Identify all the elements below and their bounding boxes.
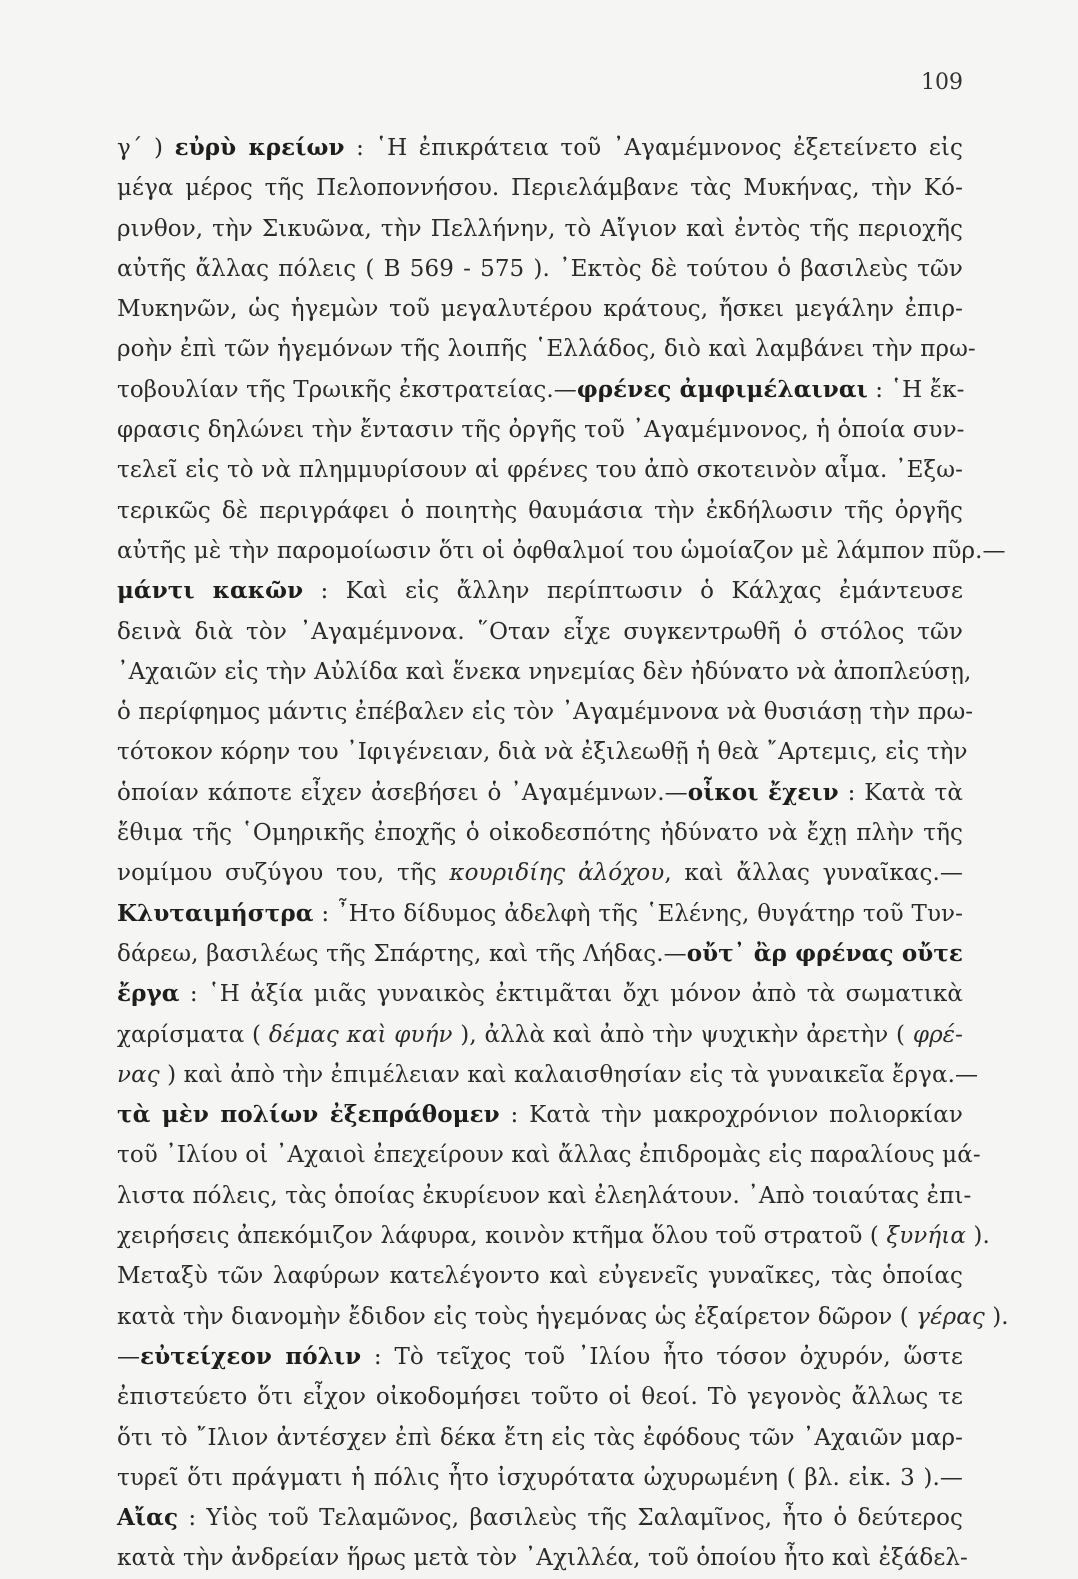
text-segment: δάρεω, βασιλέως τῆς Σπάρτης, καὶ τῆς Λήδας.— (117, 940, 687, 967)
text-line (117, 692, 974, 732)
text-segment: : ῾Η ἀξία μιᾶς γυναικὸς ἐκτιμᾶται ὄχι μόνον ἀπὸ τὰ σωματικὰ (179, 981, 963, 1008)
text-line (117, 128, 963, 168)
text-segment: : ῾Η ἐπικράτεια τοῦ ᾿Αγαμέμνονος ἐξετείνετο εἰς (344, 135, 963, 161)
text-line (117, 1176, 972, 1216)
text-segment: νομίμου συζύγου του, τῆς (117, 860, 450, 887)
text-segment: αὐτῆς ἄλλας πόλεις ( Β 569 - 575 ). ᾿Εκτὸς δὲ τούτου ὁ βασιλεὺς τῶν (117, 255, 963, 282)
lemma-term: οὔτ᾽ ἂρ φρένας οὔτε (686, 939, 963, 967)
text-segment: ). (984, 1303, 1009, 1330)
text-line (117, 1015, 963, 1055)
text-segment: δεινὰ διὰ τὸν ᾿Αγαμέμνονα. ῞Οταν εἶχε συγκεντρωθῆ ὁ στόλος τῶν (117, 618, 963, 645)
text-segment: λιστα πόλεις, τὰς ὁποίας ἐκυρίευον καὶ ἐλεηλάτουν. ᾿Απὸ τοιαύτας ἐπι- (117, 1182, 972, 1209)
text-segment: ὁποίαν κάποτε εἶχεν ἀσεβήσει ὁ ᾿Αγαμέμνων.— (117, 779, 688, 806)
text-segment: ). (965, 1223, 990, 1250)
text-line (117, 934, 963, 974)
text-line (117, 450, 963, 490)
text-segment: ἔθιμα τῆς ῾Ομηρικῆς ἐποχῆς ὁ οἰκοδεσπότης ἠδύνατο νὰ ἔχῃ πλὴν τῆς (117, 820, 963, 847)
text-line (117, 209, 963, 249)
text-segment: : ῏Ητο δίδυμος ἀδελφὴ τῆς ῾Ελένης, θυγάτηρ τοῦ Τυν- (313, 900, 963, 927)
text-segment: : Καὶ εἰς ἄλλην περίπτωσιν ὁ Κάλχας ἐμάντευσε (303, 578, 963, 605)
quoted-phrase: γέρας (916, 1303, 985, 1330)
text-segment: Μυκηνῶν, ὡς ἡγεμὼν τοῦ μεγαλυτέρου κράτους, ἤσκει μεγάλην ἐπιρ- (117, 296, 963, 323)
text-segment: : Τὸ τεῖχος τοῦ ᾿Ιλίου ἦτο τόσον ὀχυρόν, ὥστε (361, 1343, 963, 1370)
text-line (117, 1377, 963, 1417)
quoted-phrase: νας (117, 1061, 160, 1088)
text-line (117, 1216, 990, 1256)
text-segment: : ῾Η ἔκ- (867, 376, 965, 403)
text-line (117, 974, 963, 1014)
text-segment: φρασις δηλώνει τὴν ἔντασιν τῆς ὀργῆς τοῦ ᾿Αγαμέμνονος, ἡ ὁποία συν- (117, 417, 965, 444)
text-segment: τερικῶς δὲ περιγράφει ὁ ποιητὴς θαυμάσια τὴν ἐκδήλωσιν τῆς ὀργῆς (117, 497, 963, 524)
text-segment: χαρίσματα ( (117, 1021, 269, 1048)
text-line (117, 1538, 968, 1578)
lemma-term: εὐρὺ κρείων (174, 134, 345, 161)
text-line (117, 370, 963, 410)
text-line (117, 1458, 963, 1498)
text-line (117, 652, 972, 692)
lemma-term: ἔργα (117, 980, 180, 1008)
text-line (117, 1337, 963, 1377)
lemma-term: τὰ μὲν πολίων ἐξεπράθομεν (117, 1101, 500, 1129)
text-segment: ), ἀλλὰ καὶ ἀπὸ τὴν ψυχικὴν ἀρετὴν ( (452, 1021, 913, 1048)
text-line (117, 1498, 963, 1538)
text-line (117, 894, 963, 934)
text-segment: τοβουλίαν τῆς Τρωικῆς ἐκστρατείας.— (117, 376, 577, 403)
text-segment: τελεῖ εἰς τὸ νὰ πλημμυρίσουν αἱ φρένες του ἀπὸ σκοτεινὸν αἷμα. ᾿Εξω- (117, 457, 963, 484)
text-line (117, 168, 963, 208)
page-number: 109 (921, 70, 963, 95)
text-segment: ὅτι τὸ ῎Ιλιον ἀντέσχεν ἐπὶ δέκα ἔτη εἰς τὰς ἐφόδους τῶν ᾿Αχαιῶν μαρ- (117, 1424, 963, 1451)
text-segment: ) καὶ ἀπὸ τὴν ἐπιμέλειαν καὶ καλαισθησίαν εἰς τὰ γυναικεῖα ἔργα.— (159, 1061, 979, 1088)
text-line (117, 813, 963, 853)
text-segment: : Κατὰ τὰ (838, 779, 963, 806)
text-segment: τοῦ ᾿Ιλίου οἱ ᾿Αχαιοὶ ἐπεχείρουν καὶ ἄλλας ἐπιδρομὰς εἰς παραλίους μά- (117, 1142, 981, 1169)
quoted-phrase: κουριδίης ἀλόχου (449, 860, 665, 887)
text-line (117, 612, 963, 652)
text-segment: αὐτῆς μὲ τὴν παρομοίωσιν ὅτι οἱ ὀφθαλμοί του ὡμοίαζον μὲ λάμπον πῦρ.— (117, 537, 1006, 564)
text-segment: , καὶ ἄλλας γυναῖκας.— (664, 860, 963, 887)
text-segment: γ΄ ) (117, 135, 175, 161)
quoted-phrase: φρέ- (912, 1021, 963, 1048)
text-segment: κατὰ τὴν ἀνδρείαν ἥρως μετὰ τὸν ᾿Αχιλλέα, τοῦ ὁποίου ἦτο καὶ ἐξάδελ- (117, 1545, 968, 1572)
text-segment: ᾿Αχαιῶν εἰς τὴν Αὐλίδα καὶ ἕνεκα νηνεμίας δὲν ἠδύνατο νὰ ἀποπλεύσῃ, (117, 658, 972, 685)
text-line (117, 773, 963, 813)
text-line (117, 491, 963, 531)
text-segment: χειρήσεις ἀπεκόμιζον λάφυρα, κοινὸν κτῆμα ὅλου τοῦ στρατοῦ ( (117, 1223, 887, 1250)
lemma-term: εὐτείχεον πόλιν (140, 1342, 362, 1370)
text-line (117, 1055, 979, 1095)
text-segment: μέγα μέρος τῆς Πελοποννήσου. Περιελάμβανε τὰς Μυκήνας, τὴν Κό- (117, 175, 963, 202)
text-line (117, 732, 968, 772)
lemma-term: φρένες ἀμφιμέλαιναι (576, 375, 868, 403)
quoted-phrase: ξυνήια (886, 1223, 966, 1250)
text-line (117, 329, 976, 369)
text-line (117, 1135, 981, 1175)
text-segment: Μεταξὺ τῶν λαφύρων κατελέγοντο καὶ εὐγενεῖς γυναῖκες, τὰς ὁποίας (117, 1263, 963, 1290)
text-segment: ροὴν ἐπὶ τῶν ἡγεμόνων τῆς λοιπῆς ῾Ελλάδος, διὸ καὶ λαμβάνει τὴν πρω- (117, 336, 976, 363)
text-line (117, 249, 963, 289)
text-segment: — (117, 1343, 141, 1370)
text-segment: ἐπιστεύετο ὅτι εἶχον οἰκοδομήσει τοῦτο οἱ θεοί. Τὸ γεγονὸς ἄλλως τε (117, 1384, 963, 1411)
text-segment: τυρεῖ ὅτι πράγματι ἡ πόλις ἦτο ἰσχυρότατα ὠχυρωμένη ( βλ. εἰκ. 3 ).— (117, 1464, 963, 1491)
quoted-phrase: δέμας καὶ φυήν (268, 1021, 453, 1048)
text-segment: ὁ περίφημος μάντις ἐπέβαλεν εἰς τὸν ᾿Αγαμέμνονα νὰ θυσιάσῃ τὴν πρω- (117, 699, 974, 726)
text-segment: ρινθον, τὴν Σικυῶνα, τὴν Πελλήνην, τὸ Αἴγιον καὶ ἐντὸς τῆς περιοχῆς (117, 215, 963, 242)
lemma-term: Αἴας (117, 1504, 179, 1532)
text-segment: : Υἱὸς τοῦ Τελαμῶνος, βασιλεὺς τῆς Σαλαμῖνος, ἦτο ὁ δεύτερος (178, 1505, 963, 1532)
text-line (117, 531, 1006, 571)
text-line (117, 1297, 1009, 1337)
text-line (117, 410, 963, 450)
text-line (117, 571, 963, 611)
text-line (117, 853, 963, 893)
commentary-text (117, 128, 1009, 1579)
text-line (117, 1418, 963, 1458)
lemma-term: οἶκοι ἔχειν (687, 778, 839, 806)
text-line (117, 1095, 963, 1135)
text-line (117, 289, 963, 329)
text-segment: : Κατὰ τὴν μακροχρόνιον πολιορκίαν (499, 1102, 964, 1129)
lemma-term: μάντι κακῶν (117, 577, 304, 605)
text-segment: κατὰ τὴν διανομὴν ἔδιδον εἰς τοὺς ἡγεμόνας ὡς ἐξαίρετον δῶρον ( (117, 1303, 917, 1330)
text-line (117, 1256, 963, 1296)
text-segment: τότοκον κόρην του ᾿Ιφιγένειαν, διὰ νὰ ἐξιλεωθῇ ἡ θεὰ ῎Αρτεμις, εἰς τὴν (117, 739, 968, 766)
lemma-term: Κλυταιμήστρα (117, 899, 314, 927)
